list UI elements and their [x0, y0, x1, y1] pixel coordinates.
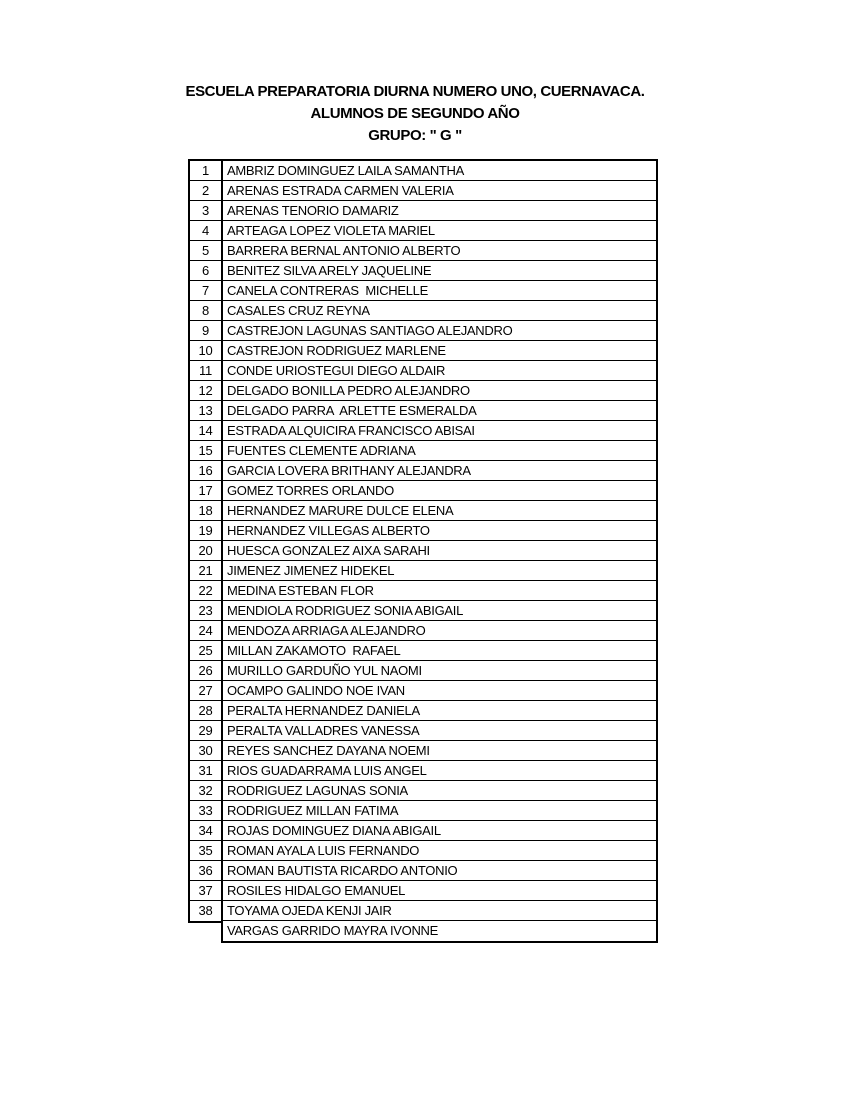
student-name: REYES SANCHEZ DAYANA NOEMI — [223, 741, 656, 761]
student-name: GOMEZ TORRES ORLANDO — [223, 481, 656, 501]
student-name: CASTREJON LAGUNAS SANTIAGO ALEJANDRO — [223, 321, 656, 341]
student-name: CONDE URIOSTEGUI DIEGO ALDAIR — [223, 361, 656, 381]
student-number: 36 — [190, 861, 221, 881]
student-number: 14 — [190, 421, 221, 441]
student-name: DELGADO BONILLA PEDRO ALEJANDRO — [223, 381, 656, 401]
student-name: MEDINA ESTEBAN FLOR — [223, 581, 656, 601]
student-number: 15 — [190, 441, 221, 461]
student-name: ROJAS DOMINGUEZ DIANA ABIGAIL — [223, 821, 656, 841]
student-name: ESTRADA ALQUICIRA FRANCISCO ABISAI — [223, 421, 656, 441]
student-name: MILLAN ZAKAMOTO RAFAEL — [223, 641, 656, 661]
student-name: HERNANDEZ VILLEGAS ALBERTO — [223, 521, 656, 541]
student-name: ROMAN AYALA LUIS FERNANDO — [223, 841, 656, 861]
document-header — [90, 81, 740, 147]
student-name: ROSILES HIDALGO EMANUEL — [223, 881, 656, 901]
student-name: TOYAMA OJEDA KENJI JAIR — [223, 901, 656, 921]
student-name: OCAMPO GALINDO NOE IVAN — [223, 681, 656, 701]
student-name: PERALTA VALLADRES VANESSA — [223, 721, 656, 741]
student-name: ARTEAGA LOPEZ VIOLETA MARIEL — [223, 221, 656, 241]
student-name: CASTREJON RODRIGUEZ MARLENE — [223, 341, 656, 361]
student-number: 25 — [190, 641, 221, 661]
student-number: 32 — [190, 781, 221, 801]
student-number: 34 — [190, 821, 221, 841]
student-number: 10 — [190, 341, 221, 361]
student-number: 8 — [190, 301, 221, 321]
student-name: BARRERA BERNAL ANTONIO ALBERTO — [223, 241, 656, 261]
student-number: 12 — [190, 381, 221, 401]
student-number: 28 — [190, 701, 221, 721]
student-number: 31 — [190, 761, 221, 781]
student-name: RIOS GUADARRAMA LUIS ANGEL — [223, 761, 656, 781]
student-number: 23 — [190, 601, 221, 621]
student-name: ARENAS TENORIO DAMARIZ — [223, 201, 656, 221]
student-name: RODRIGUEZ LAGUNAS SONIA — [223, 781, 656, 801]
student-number: 13 — [190, 401, 221, 421]
student-name: ROMAN BAUTISTA RICARDO ANTONIO — [223, 861, 656, 881]
student-number: 17 — [190, 481, 221, 501]
student-name: FUENTES CLEMENTE ADRIANA — [223, 441, 656, 461]
student-number: 30 — [190, 741, 221, 761]
student-number: 9 — [190, 321, 221, 341]
student-number: 3 — [190, 201, 221, 221]
student-number: 29 — [190, 721, 221, 741]
student-name: VARGAS GARRIDO MAYRA IVONNE — [227, 923, 439, 938]
number-column — [188, 159, 223, 923]
student-number: 6 — [190, 261, 221, 281]
student-name: PERALTA HERNANDEZ DANIELA — [223, 701, 656, 721]
student-number: 18 — [190, 501, 221, 521]
student-number: 26 — [190, 661, 221, 681]
student-number: 7 — [190, 281, 221, 301]
student-name: CANELA CONTRERAS MICHELLE — [223, 281, 656, 301]
student-number: 27 — [190, 681, 221, 701]
student-name: DELGADO PARRA ARLETTE ESMERALDA — [223, 401, 656, 421]
group-label: GRUPO: " G " — [368, 127, 462, 144]
student-number: 20 — [190, 541, 221, 561]
name-column — [221, 159, 658, 943]
student-name: HUESCA GONZALEZ AIXA SARAHI — [223, 541, 656, 561]
student-number: 2 — [190, 181, 221, 201]
document-subtitle: ALUMNOS DE SEGUNDO AÑO — [310, 105, 520, 122]
student-number: 38 — [198, 903, 213, 918]
student-name: BENITEZ SILVA ARELY JAQUELINE — [223, 261, 656, 281]
student-number: 33 — [190, 801, 221, 821]
student-name: JIMENEZ JIMENEZ HIDEKEL — [223, 561, 656, 581]
student-number: 35 — [190, 841, 221, 861]
student-name: ARENAS ESTRADA CARMEN VALERIA — [223, 181, 656, 201]
student-name: MURILLO GARDUÑO YUL NAOMI — [223, 661, 656, 681]
student-number: 21 — [190, 561, 221, 581]
student-number: 11 — [190, 361, 221, 381]
student-number: 37 — [190, 881, 221, 901]
student-name: CASALES CRUZ REYNA — [223, 301, 656, 321]
student-name: AMBRIZ DOMINGUEZ LAILA SAMANTHA — [223, 161, 656, 181]
student-number: 16 — [190, 461, 221, 481]
student-number: 22 — [190, 581, 221, 601]
student-number: 5 — [190, 241, 221, 261]
student-number: 24 — [190, 621, 221, 641]
student-number: 4 — [190, 221, 221, 241]
student-name: RODRIGUEZ MILLAN FATIMA — [223, 801, 656, 821]
student-name: GARCIA LOVERA BRITHANY ALEJANDRA — [223, 461, 656, 481]
student-name: MENDIOLA RODRIGUEZ SONIA ABIGAIL — [223, 601, 656, 621]
student-number: 19 — [190, 521, 221, 541]
student-number: 1 — [190, 161, 221, 181]
student-name: MENDOZA ARRIAGA ALEJANDRO — [223, 621, 656, 641]
school-title: ESCUELA PREPARATORIA DIURNA NUMERO UNO, CUERNAVACA. — [185, 83, 645, 100]
student-name: HERNANDEZ MARURE DULCE ELENA — [223, 501, 656, 521]
